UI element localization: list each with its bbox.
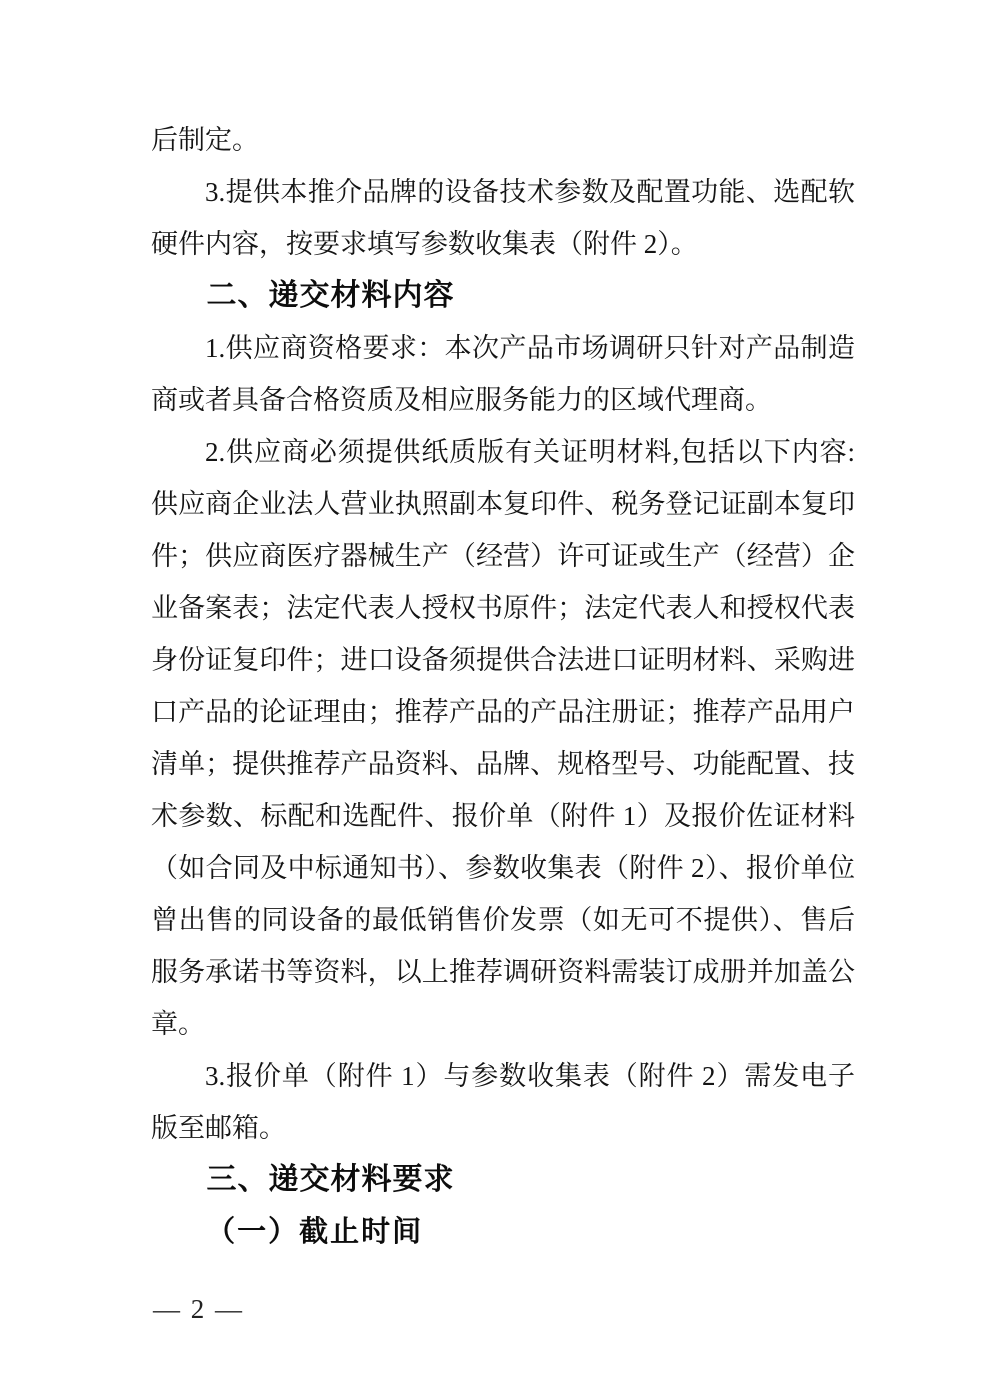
- paragraph-carryover: 后制定。: [151, 125, 259, 155]
- document-body: [151, 114, 855, 1258]
- section-heading-submission-content: 二、递交材料内容: [206, 279, 455, 312]
- page-number: — 2 —: [153, 1294, 244, 1324]
- paragraph-item-3-brand-parameters: 3.提供本推介品牌的设备技术参数及配置功能、选配软硬件内容，按要求填写参数收集表（附件 2）。: [151, 177, 855, 259]
- paragraph-item-3-electronic-copy: 3.报价单（附件 1）与参数收集表（附件 2）需发电子版至邮箱。: [151, 1061, 855, 1143]
- section-heading-submission-requirements: 三、递交材料要求: [206, 1163, 455, 1196]
- subsection-heading-deadline: （一）截止时间: [206, 1216, 424, 1248]
- paragraph-item-1-supplier-qualification: 1.供应商资格要求：本次产品市场调研只针对产品制造商或者具备合格资质及相应服务能力的区域代理商。: [151, 333, 855, 415]
- paragraph-item-2-certification-materials: 2.供应商必须提供纸质版有关证明材料,包括以下内容:供应商企业法人营业执照副本复印件、税务登记证副本复印件；供应商医疗器械生产（经营）许可证或生产（经营）企业备案表；法定代表人授权书原件；法定代表人和授权代表身份证复印件；进口设备须提供合法进口证明材料、采购进口产品的论证理由；推荐产品的产品注册证；推荐产品用户清单；提供推荐产品资料、品牌、规格型号、功能配置、技术参数、标配和选配件、报价单（附件 1）及报价佐证材料（如合同及中标通知书）、参数收集表（附件 2）、报价单位曾出售的同设备的最低销售价发票（如无可不提供）、售后服务承诺书等资料，以上推荐调研资料需装订成册并加盖公章。: [151, 437, 855, 1039]
